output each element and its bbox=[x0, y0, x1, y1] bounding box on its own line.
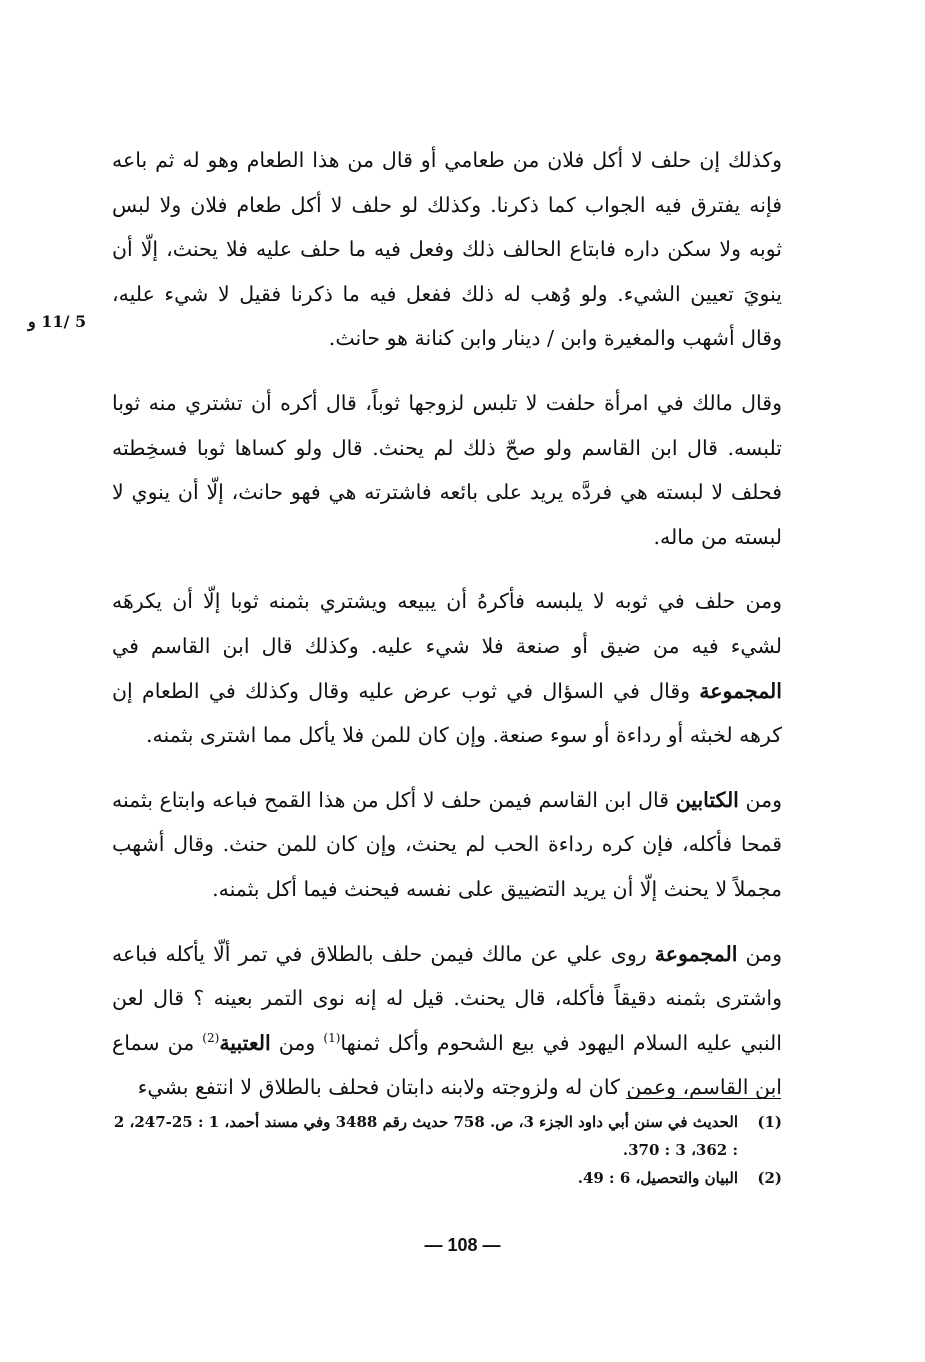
paragraph-2 bbox=[112, 381, 782, 559]
footnote-text: البيان والتحصيل، 6 : 49. bbox=[577, 1169, 738, 1187]
folio-margin-note: 5 /11 و bbox=[28, 312, 87, 331]
main-text bbox=[112, 138, 782, 1130]
footnote-ref-1[interactable]: (1) bbox=[323, 1030, 341, 1045]
paragraph-text: وقال مالك في امرأة حلفت لا تلبس لزوجها ثوباً، قال أكره أن تشتري منه ثوبا تلبسه. قال ابن القاسم ولو صحّ ذلك لم يحنث. قال ولو كساها ثوبا فسخِطته فحلف لا لبسته هي فردَّه يريد على بائعه فاشترته هي فهو حانث، إلّا أن ينوي لا لبسته من ماله. bbox=[112, 390, 782, 549]
page-number: — 108 — bbox=[424, 1235, 501, 1255]
paragraph-text: ومن bbox=[738, 787, 782, 812]
paragraph-text: وقال في السؤال في ثوب عرض عليه وقال وكذلك في الطعام إن كرهه لخبثه أو رداءة أو سوء صنعة. وإن كان للمن فلا يأكل مما اشترى بثمنه. bbox=[112, 678, 782, 748]
footnote-number: (2) bbox=[757, 1169, 782, 1187]
paragraph-text: ومن bbox=[737, 941, 782, 966]
paragraph-4 bbox=[112, 778, 782, 912]
book-title-utbiyya: العتبية bbox=[219, 1030, 271, 1055]
paragraph-5 bbox=[112, 932, 782, 1110]
book-title-kitabayn: الكتابين bbox=[675, 787, 739, 812]
footnote-ref-2[interactable]: (2) bbox=[202, 1030, 220, 1045]
footnote-text: الحديث في سنن أبي داود الجزء 3، ص. 758 حديث رقم 3488 وفي مسند أحمد، 1 : 25-247، 2 : 362، 3 : 370. bbox=[113, 1113, 738, 1159]
paragraph-text: قال ابن القاسم فيمن حلف لا أكل من هذا القمح فباعه وابتاع بثمنه قمحا فأكله، فإن كره رداءة الحب لم يحنث، وإن كان للمن حنث. وقال أشهب مجملاً لا يحنث إلّا أن يريد التضييق على نفسه فيحنث فيما أكل بثمنه. bbox=[112, 787, 782, 901]
paragraph-text: وكذلك إن حلف لا أكل فلان من طعامي أو قال من هذا الطعام وهو له ثم باعه فإنه يفترق فيه الجواب كما ذكرنا. وكذلك لو حلف لا أكل طعام فلان ولا لبس ثوبه ولا سكن داره فابتاع الحالف ذلك وفعل فيه ما حلف عليه فلا يحنث، إلّا أن ينويَ تعيين الشيء. ولو وُهب له ذلك ففعل فيه ما ذكرنا فقيل لا شيء عليه، وقال أشهب والمغيرة وابن / دينار وابن كنانة هو حانث. bbox=[112, 148, 782, 351]
paragraph-text: ومن حلف في ثوبه لا يلبسه فأكرهُ أن يبيعه ويشتري بثمنه ثوبا إلّا أن يكرهَه لشيء فيه من ضيق أو صنعة فلا شيء عليه. وكذلك قال ابن القاسم في bbox=[112, 589, 782, 658]
paragraph-1 bbox=[112, 138, 782, 361]
footnote-number: (1) bbox=[757, 1113, 782, 1131]
footnote-1 bbox=[112, 1108, 782, 1164]
paragraph-text: من سماع ابن القاسم، وعمن كان له ولزوجته ولابنه دابتان فحلف بالطلاق لا انتفع بشيء bbox=[112, 1030, 782, 1100]
paragraph-3 bbox=[112, 579, 782, 757]
book-title-majmua: المجموعة bbox=[699, 678, 782, 703]
footnotes bbox=[112, 1108, 782, 1192]
paragraph-text: ومن bbox=[270, 1030, 324, 1055]
footnote-divider bbox=[626, 1098, 781, 1099]
footnote-2 bbox=[112, 1164, 782, 1192]
paragraph-text: روى علي عن مالك فيمن حلف بالطلاق في تمر ألّا يأكله فباعه واشترى بثمنه دقيقاً فأكله، قال يحنث. قيل له إنه نوى التمر بعينه ؟ قال لعن النبي عليه السلام اليهود في بيع الشحوم وأكل ثمنها bbox=[112, 941, 782, 1055]
book-title-majmua: المجموعة bbox=[654, 941, 738, 966]
